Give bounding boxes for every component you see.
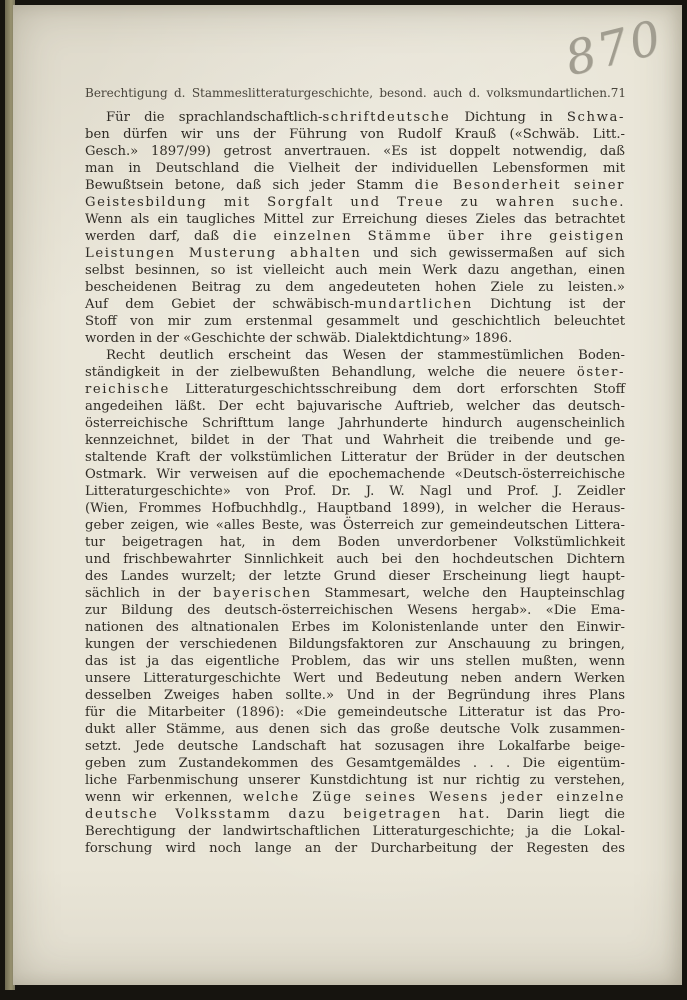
text-line: ständigkeit in der zielbewußten Behandlung, welche die neuere öster- [85,365,625,380]
text-line: des Landes wurzelt; der letzte Grund dieser Erscheinung liegt haupt- [85,569,625,584]
text-line: Litteraturgeschichte» von Prof. Dr. J. W. Nagl und Prof. J. Zeidler [85,484,625,499]
letterspaced-emphasis: Geistesbildung mit Sorgfalt und Treue zu wahren suche. [85,195,625,210]
text-line: sächlich in der bayerischen Stammesart, welche den Haupteinschlag [85,586,625,601]
text-line: Bewußtsein betone, daß sich jeder Stamm die Besonderheit seiner [85,178,625,193]
text-line [85,194,625,211]
paragraph [85,109,625,347]
text-line: (Wien, Frommes Hofbuchhdlg., Hauptband 1899), in welcher die Heraus- [85,501,625,516]
letterspaced-emphasis: deutsche Volksstamm dazu beigetragen hat. [85,807,492,822]
text-line: deutsche Volksstamm dazu beigetragen hat. Darin liegt die [85,807,625,822]
text-line: angedeihen läßt. Der echt bajuvarische Auftrieb, welcher das deutsch- [85,399,625,414]
text-line: unsere Litteraturgeschichte Wert und Bedeutung neben andern Werken [85,671,625,686]
letterspaced-emphasis: öster- [576,365,625,380]
text-line: und frischbewahrter Sinnlichkeit auch bei den hochdeutschen Dichtern [85,552,625,567]
text-line: werden darf, daß die einzelnen Stämme über ihre geistigen [85,229,625,244]
text-line: geber zeigen, wie «alles Beste, was Österreich zur gemeindeutschen Littera- [85,518,625,533]
text-line: Auf dem Gebiet der schwäbisch-mundartlichen Dichtung ist der [85,297,625,312]
text-line: Leistungen Musterung abhalten und sich gewissermaßen auf sich [85,246,625,261]
text-line: nationen des altnationalen Erbes im Kolonistenlande unter den Einwir- [85,620,625,635]
text-line: Berechtigung der landwirtschaftlichen Litteraturgeschichte; ja die Lokal- [85,824,625,839]
text-line: worden in der «Geschichte der schwäb. Dialektdichtung» 1896. [85,331,513,346]
text-line: staltende Kraft der volkstümlichen Litteratur der Brüder in der deutschen [85,450,625,465]
letterspaced-emphasis: bayerischen [213,586,312,601]
text-line: tur beigetragen hat, in dem Boden unverdorbener Volkstümlichkeit [85,535,625,550]
letterspaced-emphasis: reichische [85,382,170,397]
text-line: das ist ja das eigentliche Problem, das wir uns stellen mußten, wenn [85,654,625,669]
letterspaced-emphasis: schriftdeutsche [322,110,451,125]
letterspaced-emphasis: die einzelnen Stämme über ihre geistigen [232,229,625,244]
text-line: österreichische Schrifttum lange Jahrhunderte hindurch augenscheinlich [85,416,625,431]
paragraph [85,347,625,857]
text-line: ben dürfen wir uns der Führung von Rudolf Krauß («Schwäb. Litt.- [85,127,625,142]
text-line: dukt aller Stämme, aus denen sich das große deutsche Volk zusammen- [85,722,625,737]
text-line: Recht deutlich erscheint das Wesen der stammestümlichen Boden- [106,348,625,363]
page-number: 71 [610,86,627,100]
handwritten-number: 870 [559,9,669,88]
text-line: Wenn als ein taugliches Mittel zur Erreichung dieses Zieles das betrachtet [85,212,625,227]
text-line: Für die sprachlandschaftlich-schriftdeutsche Dichtung in Schwa- [106,110,625,125]
text-line: selbst besinnen, so ist vielleicht auch mein Werk dazu angethan, einen [85,263,625,278]
letterspaced-emphasis: die Besonderheit seiner [414,178,625,193]
text-line: bescheidenen Beitrag zu dem angedeuteten hohen Ziele zu leisten.» [85,280,625,295]
running-header-title: Berechtigung d. Stammeslitteraturgeschichte, besond. auch d. volksmundartlichen. [85,86,611,100]
text-line: liche Farbenmischung unserer Kunstdichtung ist nur richtig zu verstehen, [85,773,625,788]
text-line: Stoff von mir zum erstenmal gesammelt und geschichtlich beleuchtet [85,314,625,329]
text-line: zur Bildung des deutsch-österreichischen Wesens hergab». «Die Ema- [85,603,625,618]
text-line: geben zum Zustandekommen des Gesamtgemäldes . . . Die eigentüm- [85,756,625,771]
text-line: für die Mitarbeiter (1896): «Die gemeindeutsche Litteratur ist das Pro- [85,705,625,720]
paper-page [13,5,682,985]
letterspaced-emphasis: mundartlichen [354,297,473,312]
letterspaced-emphasis: Schwa- [566,110,625,125]
letterspaced-emphasis: Leistungen Musterung abhalten [85,246,362,261]
text-line: forschung wird noch lange an der Durcharbeitung der Regesten des [85,841,625,856]
text-line: wenn wir erkennen, welche Züge seines Wesens jeder einzelne [85,790,625,805]
text-line: kungen der verschiedenen Bildungsfaktoren zur Anschauung zu bringen, [85,637,625,652]
running-header [85,86,625,100]
letterspaced-emphasis: welche Züge seines Wesens jeder einzelne [243,790,625,805]
text-block [85,109,625,857]
text-line: setzt. Jede deutsche Landschaft hat sozusagen ihre Lokalfarbe beige- [85,739,625,754]
text-line: man in Deutschland die Vielheit der individuellen Lebensformen mit [85,161,625,176]
text-line: reichische Litteraturgeschichtsschreibung dem dort erforschten Stoff [85,382,625,397]
text-line: Ostmark. Wir verweisen auf die epochemachende «Deutsch-österreichische [85,467,625,482]
text-line: Gesch.» 1897/99) getrost anvertrauen. «Es ist doppelt notwendig, daß [85,144,625,159]
text-line: desselben Zweiges haben sollte.» Und in der Begründung ihres Plans [85,688,625,703]
text-line: kennzeichnet, bildet in der That und Wahrheit die treibende und ge- [85,433,625,448]
